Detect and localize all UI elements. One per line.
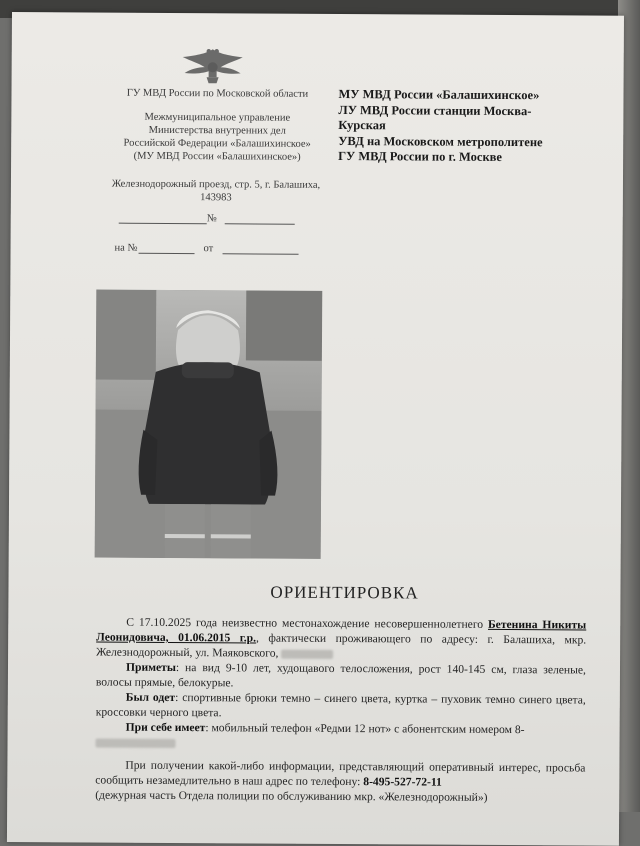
reference-label: на № xyxy=(114,242,138,254)
recipient-line: УВД на Московском метрополитене xyxy=(338,133,543,149)
org-name: ГУ МВД России по Московской области xyxy=(126,87,309,100)
address-line-1: Железнодорожный проезд, стр. 5, г. Балашиха, xyxy=(111,178,321,191)
number-label: № xyxy=(206,213,217,225)
recipient-line: ГУ МВД России по г. Москве xyxy=(338,148,503,164)
dept-line-4: (МУ МВД России «Балашихинское») xyxy=(133,150,301,163)
recipient-line: Курская xyxy=(338,117,386,133)
reference-number-blank xyxy=(139,253,195,254)
outgoing-number-blank xyxy=(119,223,207,225)
paragraph-clothes: Был одет: спортивные брюки темно – синего цвета, куртка – пуховик темно синего цвета, кроссовки черного цвета. xyxy=(95,690,586,720)
outgoing-date-blank xyxy=(225,223,295,224)
document-title: ОРИЕНТИРОВКА xyxy=(270,582,419,603)
document-body xyxy=(95,615,586,806)
dept-line-2: Министерства внутренних дел xyxy=(148,124,286,137)
reference-date-blank xyxy=(223,253,299,254)
dept-line-1: Межмуниципальное управление xyxy=(144,111,291,124)
contact-phone: 8-495-527-72-11 xyxy=(363,775,442,789)
from-label: от xyxy=(203,243,214,255)
document-page xyxy=(7,12,624,846)
redacted-phone xyxy=(96,738,176,747)
recipient-line: ЛУ МВД России станции Москва- xyxy=(338,102,532,118)
redacted-address xyxy=(281,650,333,659)
recipients-block xyxy=(338,87,588,166)
dept-line-3: Российской Федерации «Балашихинское» xyxy=(123,137,311,150)
eagle-emblem-icon xyxy=(177,43,249,87)
paragraph-contact: При получении какой-либо информации, представляющий оперативный интерес, просьба сообщить незамедлительно в наш адрес по телефону: 8-495-527-72-11 (дежурная часть Отдела полиции по обслуживанию мкр. «Железнодорожный») xyxy=(95,758,586,804)
paragraph-items: При себе имеет: мобильный телефон «Редми 12 нот» с абонентским номером 8- xyxy=(95,720,585,753)
missing-child-photo xyxy=(95,290,323,559)
child-name: Бетенина Никиты Леонидовича, 01.06.2015 г.р. xyxy=(96,617,587,645)
paragraph-signs: Приметы: на вид 9-10 лет, худощавого телосложения, рост 140-145 см, глаза зеленые, волосы прямые, белокурые. xyxy=(95,660,587,690)
paragraph-missing: С 17.10.2025 года неизвестно местонахождение несовершеннолетнего Бетенина Никиты Леонидовича, 01.06.2015 г.р., фактически проживающего по адресу: г. Балашиха, мкр. Железнодорожный, ул. Маяковского, xyxy=(96,615,587,660)
recipient-line: МУ МВД России «Балашихинское» xyxy=(338,86,540,103)
address-line-2: 143983 xyxy=(200,192,232,204)
